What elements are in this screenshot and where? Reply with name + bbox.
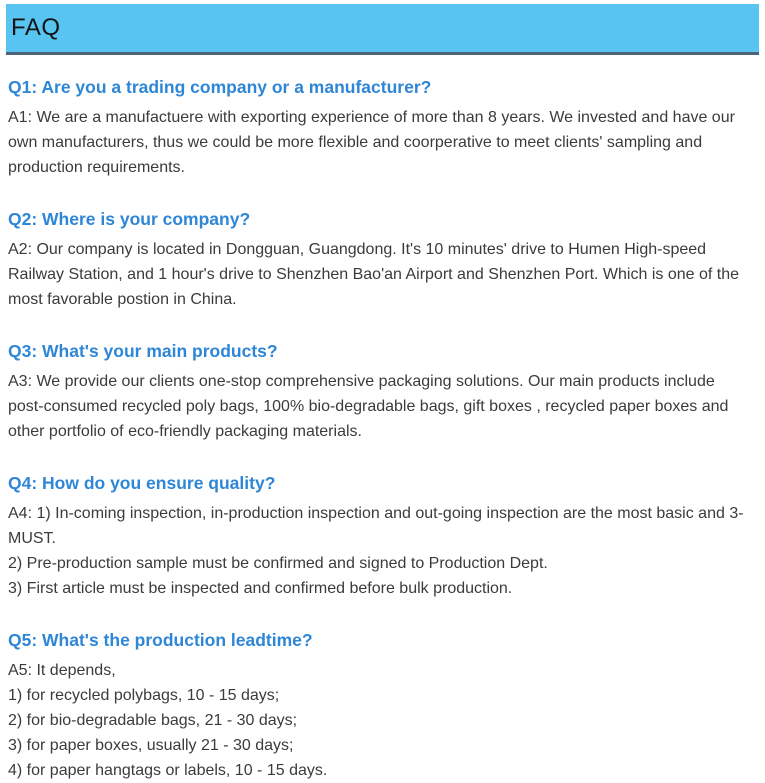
faq-answer [8, 658, 751, 783]
faq-question: Q3: What's your main products? [8, 341, 278, 361]
faq-section-title: FAQ [11, 14, 61, 41]
faq-answer-line: A1: We are a manufactuere with exporting experience of more than 8 years. We invested and have our own manufacturers, thus we could be more flexible and coorperative to meet clients' sampling and production requirements. [8, 109, 735, 176]
faq-answer [8, 237, 751, 312]
faq-answer-line: 4) for paper hangtags or labels, 10 - 15 days. [8, 762, 328, 779]
faq-item [8, 472, 751, 601]
faq-item [8, 208, 751, 312]
faq-section-header [6, 4, 759, 55]
faq-answer [8, 105, 751, 180]
faq-item [8, 340, 751, 444]
faq-item [8, 76, 751, 180]
faq-answer-line: 1) for recycled polybags, 10 - 15 days; [8, 687, 280, 704]
faq-list [0, 76, 765, 783]
faq-item [8, 629, 751, 783]
faq-question: Q1: Are you a trading company or a manufacturer? [8, 77, 432, 97]
faq-page [0, 4, 765, 779]
faq-question: Q4: How do you ensure quality? [8, 473, 276, 493]
faq-answer-line: A2: Our company is located in Dongguan, Guangdong. It's 10 minutes' drive to Humen High-speed Railway Station, and 1 hour's drive to Shenzhen Bao'an Airport and Shenzhen Port. Which is one of the most favorable postion in China. [8, 241, 739, 308]
faq-question: Q5: What's the production leadtime? [8, 630, 313, 650]
faq-answer-line: A4: 1) In-coming inspection, in-production inspection and out-going inspection are the most basic and 3-MUST. [8, 505, 744, 547]
faq-answer-line: 3) for paper boxes, usually 21 - 30 days; [8, 737, 294, 754]
faq-answer-line: 3) First article must be inspected and confirmed before bulk production. [8, 580, 513, 597]
faq-answer [8, 369, 751, 444]
faq-answer-line: A5: It depends, [8, 662, 116, 679]
faq-answer-line: 2) for bio-degradable bags, 21 - 30 days; [8, 712, 298, 729]
faq-answer-line: 2) Pre-production sample must be confirmed and signed to Production Dept. [8, 555, 548, 572]
faq-answer [8, 501, 751, 601]
faq-question: Q2: Where is your company? [8, 209, 251, 229]
faq-answer-line: A3: We provide our clients one-stop comprehensive packaging solutions. Our main products include post-consumed recycled poly bags, 100% bio-degradable bags, gift boxes , recycled paper boxes and other portfolio of eco-friendly packaging materials. [8, 373, 729, 440]
